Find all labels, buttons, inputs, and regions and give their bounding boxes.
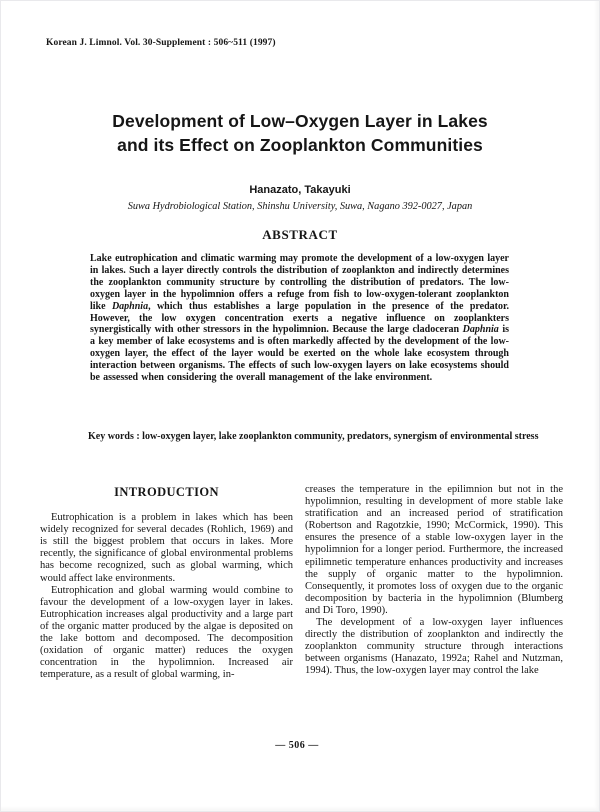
paper-title [0,110,600,157]
abstract-segment-species-italic: Daphnia [462,324,499,336]
abstract-segment-species-italic: Daphnia [111,300,149,312]
abstract-text [90,253,509,384]
two-column-body [40,484,563,681]
author-affiliation: Suwa Hydrobiological Station, Shinshu University, Suwa, Nagano 392-0027, Japan [127,201,473,212]
journal-citation-header: Korean J. Limnol. Vol. 30-Supplement : 506~511 (1997) [46,38,276,48]
author-name: Hanazato, Takayuki [249,184,351,196]
keywords-block [88,431,569,444]
abstract-segment: , which thus establishes a large population in the presence of the predator. However, the low oxygen concentration exerts a negative influence on zooplankters synergistically with other stressors in the hypolimnion. Because the large cladoceran [90,300,509,336]
left-column [40,484,293,681]
abstract-segment: is a key member of lake ecosystems and is often markedly affected by the development of the low-oxygen layer, the effect of the layer would be exerted on the whole lake ecosystem through interaction between organisms. The effects of such low-oxygen layers on lake ecosystems should be assessed when considering the overall management of the lake environment. [90,324,510,384]
body-paragraph: creases the temperature in the epilimnion but not in the hypolimnion, resulting in development of more stable lake stratification and an increased period of stratification (Robertson and Ragotzkie, 1990; McCormick, 1990). This ensures the presence of a stable low-oxygen layer in the hypolimnion for a longer period. Furthermore, the increased epilimnetic temperature enhances productivity and increases the supply of organic matter to the hypolimnion. Consequently, it promotes loss of oxygen due to the organic decomposition by bacteria in the hypolimnion (Blumberg and Di Toro, 1990). [305,484,563,616]
abstract-heading: ABSTRACT [262,227,338,242]
abstract-segment: Lake eutrophication and climatic warming may promote the development of a low-oxygen layer in lakes. Such a layer directly controls the distribution of zooplankton and indirectly determines the zooplankton community structure by controlling the distribution of predators. The low-oxygen layer in the hypolimnion offers a refuge from fish to low-oxygen-tolerant zooplankton like [90,253,509,312]
paper-title-line-2: and its Effect on Zooplankton Communities [117,134,483,155]
body-paragraph: Eutrophication is a problem in lakes which has been widely recognized for several decades (Rohlich, 1969) and is still the biggest problem that occurs in lakes. More recently, the significance of global environmental problems has become recognized, such as global warming, which would affect lake environments. [40,512,293,584]
paper-title-line-1: Development of Low–Oxygen Layer in Lakes [112,111,488,131]
introduction-heading: INTRODUCTION [114,485,219,499]
keywords-text: low-oxygen layer, lake zooplankton community, predators, synergism of environmental stress [142,431,539,442]
keywords-label: Key words : [88,431,143,442]
page-number: — 506 — [275,740,319,751]
right-column [305,484,563,681]
body-paragraph: The development of a low-oxygen layer influences directly the distribution of zooplankton and indirectly the zooplankton community structure through interactions between organisms (Hanazato, 1992a; Rahel and Nutzman, 1994). Thus, the low-oxygen layer may control the lake [305,617,563,677]
body-paragraph: Eutrophication and global warming would combine to favour the development of a low-oxygen layer in lakes. Eutrophication increases algal productivity and a large part of the organic matter produced by the algae is deposited on the lake bottom and decomposed. The decomposition (oxidation of organic matter) reduces the oxygen concentration in the hypolimnion. Increased air temperature, as a result of global warming, in- [40,584,293,681]
